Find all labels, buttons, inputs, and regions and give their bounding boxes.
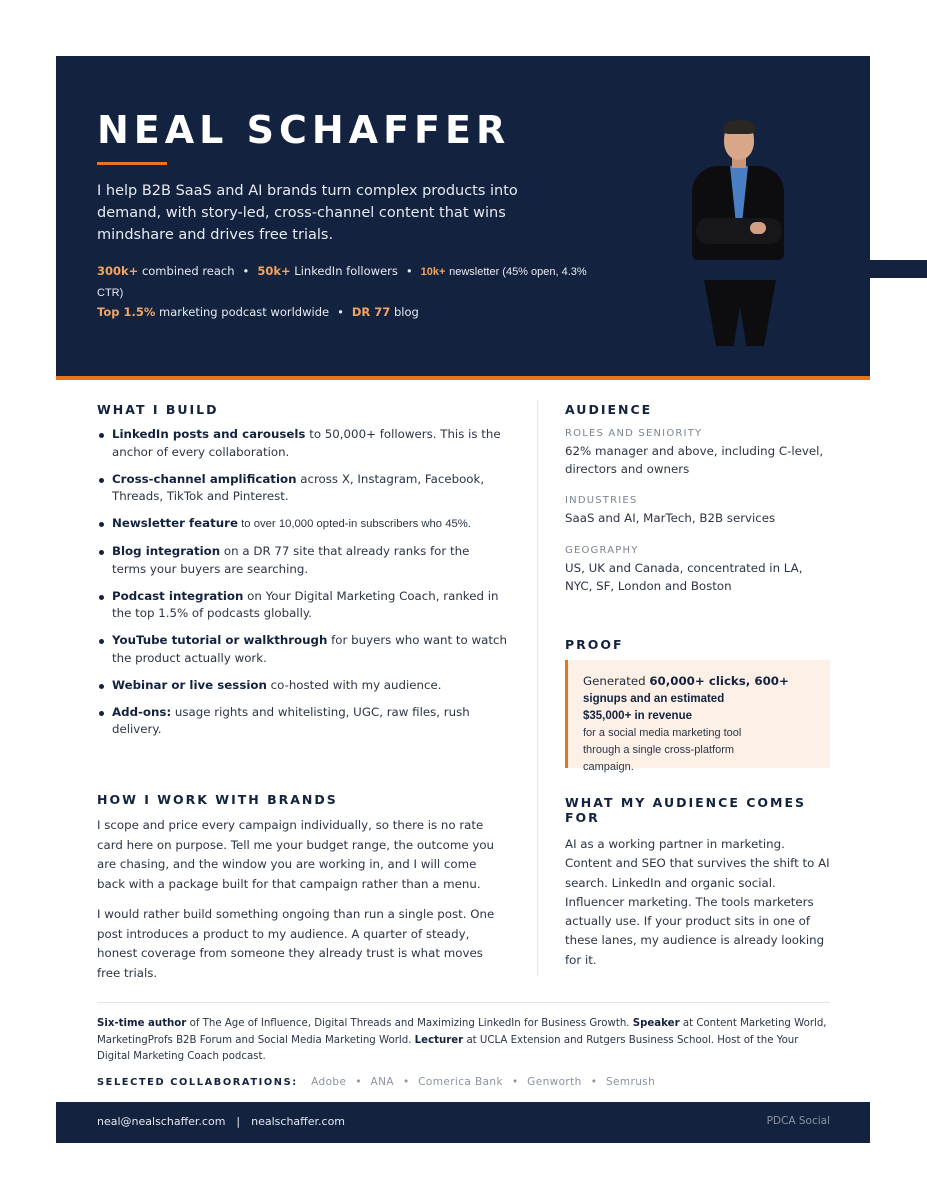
collab-separator: • [590,1076,597,1088]
footer-brand: PDCA Social [766,1115,830,1127]
collab-brand: Comerica Bank [418,1076,503,1088]
bio-lecturer-text: at UCLA Extension and Rutgers Business School. Host of the Your Digital Marketing Coach podcast. [97,1034,799,1062]
stat-linkedin-label: LinkedIn followers [294,264,398,278]
bio-lecturer-label: Lecturer [414,1034,464,1046]
collab-brand: Semrush [605,1076,656,1088]
how-i-work-paragraph-1: I scope and price every campaign individually, so there is no rate card here on purpose. Tell me your budget range, the outcome you are chasing, and the window you are working in, and I will come back with a package built for that campaign rather than a menu. [97,818,495,891]
footer-website-link[interactable]: nealschaffer.com [251,1115,346,1128]
comes-for-text: AI as a working partner in marketing. Content and SEO that survives the shift to AI search. LinkedIn and organic social. Influencer marketing. The tools marketers actually use. If your product sits in one of these lanes, my audience is already looking for it. [565,837,830,967]
footer-contact [97,1115,345,1128]
collab-brand: Genworth [527,1076,582,1088]
roles-text: 62% manager and above, including C-level, directors and owners [565,444,824,476]
stat-reach-value: 300k+ [97,264,139,278]
item-text: on Your Digital Marketing Coach, ranked in the top 1.5% of podcasts globally. [112,588,499,620]
collaborations-row [97,1076,830,1088]
proof-bold-3: $35,000+ in revenue [583,710,693,722]
proof-bold-2: signups and an estimated [583,693,725,705]
item-title: Podcast integration [112,588,244,603]
collaborations-heading: SELECTED COLLABORATIONS: [97,1077,298,1088]
stats-block [97,262,597,323]
what-i-build-heading: WHAT I BUILD [97,402,219,417]
headshot-photo [690,120,790,346]
bio-author-text: of The Age of Influence, Digital Threads and Maximizing LinkedIn for Business Growth. [186,1018,633,1029]
side-accent-tab [870,260,927,278]
proof-heading: PROOF [565,637,624,652]
stat-podcast-value: Top 1.5% [97,305,156,319]
how-i-work-paragraph-2: I would rather build something ongoing than run a single post. One post introduces a product to my audience. A quarter of steady, honest coverage from someone they already trust is what moves free trials. [97,907,495,980]
portrait-arms [696,218,782,244]
proof-rest-1: for a social media marketing tool [583,727,742,739]
industries-text: SaaS and AI, MarTech, B2B services [565,511,776,525]
item-title: Add-ons: [112,704,172,719]
bio-text [97,1016,830,1066]
stat-reach-label: combined reach [141,264,235,278]
item-title: YouTube tutorial or walkthrough [112,633,328,647]
column-divider [537,400,538,976]
audience-heading: AUDIENCE [565,402,653,417]
stat-blog-value: DR 77 [351,305,391,319]
item-text: on a DR 77 site that already ranks for the terms your buyers are searching. [112,544,470,576]
collab-separator: • [402,1076,410,1088]
item-text: co-hosted with my audience. [266,677,442,692]
industries-label: INDUSTRIES [565,495,638,506]
item-title: LinkedIn posts and carousels [112,427,306,441]
item-text: for buyers who want to watch the product actually work. [112,633,507,665]
geography-label: GEOGRAPHY [565,545,639,556]
stat-blog-label: blog [393,305,419,319]
list-item [97,515,507,534]
collab-brand: Adobe [311,1076,347,1088]
list-item [97,471,507,506]
item-title: Blog integration [112,544,221,558]
title-underline [97,162,167,165]
item-text: usage rights and whitelisting, UGC, raw files, rush delivery. [112,704,470,736]
proof-lead: Generated [583,674,650,688]
portrait-legs [700,280,780,346]
header-accent-rule [56,376,870,380]
item-title: Webinar or live session [112,677,267,692]
stat-podcast-label: marketing podcast worldwide [159,305,330,319]
footer-divider: | [236,1115,241,1128]
footer-email-link[interactable]: neal@nealschaffer.com [97,1115,226,1128]
stat-separator: • [405,264,413,278]
bio-author-label: Six-time author [97,1018,187,1029]
page-title: NEAL SCHAFFER [97,108,511,152]
how-i-work-heading: HOW I WORK WITH BRANDS [97,792,338,807]
list-item [97,704,507,739]
proof-rest-2: through a single cross-platform [583,744,735,756]
stat-linkedin-value: 50k+ [257,264,291,278]
list-item [97,632,507,667]
list-item [97,426,507,461]
bio-speaker-text: at Content Marketing World, MarketingProfs B2B Forum and Social Media Marketing World. [97,1018,827,1046]
collab-brand: ANA [370,1076,394,1088]
list-item [97,543,507,578]
stat-separator: • [242,264,250,278]
bio-divider [97,1002,830,1003]
portrait-hair [723,120,755,134]
item-title: Cross-channel amplification [112,471,297,486]
item-text: to 50,000+ followers. This is the anchor of every collaboration. [112,427,501,459]
portrait-hand [750,222,766,234]
list-item [97,677,507,695]
item-text: to over 10,000 opted-in subscribers who 45%. [238,518,471,530]
proof-bold-1: 60,000+ clicks, 600+ [649,674,789,688]
geography-text: US, UK and Canada, concentrated in LA, NYC, SF, London and Boston [565,561,803,593]
roles-label: ROLES AND SENIORITY [565,428,703,439]
list-item [97,588,507,623]
comes-for-heading: WHAT MY AUDIENCE COMES FOR [565,795,806,825]
proof-text [583,672,818,776]
stat-newsletter-label: newsletter (45% open, 4.3% CTR) [97,266,587,299]
bio-speaker-label: Speaker [632,1018,680,1029]
item-text: across X, Instagram, Facebook, Threads, TikTok and Pinterest. [112,471,485,503]
stat-separator: • [337,305,344,319]
collab-separator: • [355,1076,362,1088]
stat-newsletter-value: 10k+ [420,266,446,278]
what-i-build-list [97,426,507,748]
item-title: Newsletter feature [112,516,238,530]
proof-rest-3: campaign. [583,761,634,773]
tagline: I help B2B SaaS and AI brands turn complex products into demand, with story-led, cross-channel content that wins mindshare and drives free trials. [97,183,518,243]
collab-separator: • [511,1076,519,1088]
